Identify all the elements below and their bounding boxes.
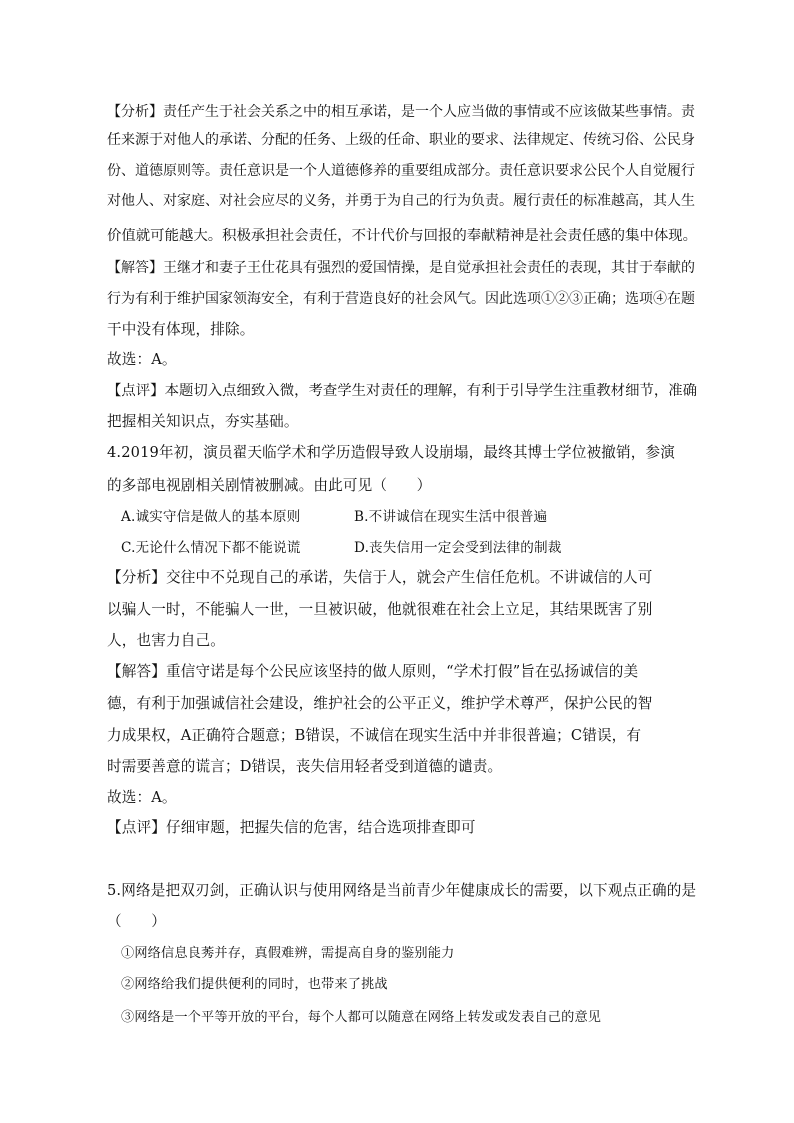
answer-2-line-4: 时需要善意的谎言；D错误，丧失信用轻者受到道德的谴责。 [107, 758, 503, 775]
analysis-2-line-3: 人，也害力自己。 [107, 632, 225, 649]
question-5-stem-line-1: 5.网络是把双刃剑，正确认识与使用网络是当前青少年健康成长的需要，以下观点正确的是 [107, 882, 697, 899]
question-5-item-2: ②网络给我们提供便利的同时，也带来了挑战 [121, 977, 388, 992]
answer-1-line-3: 干中没有体现，排除。 [107, 321, 255, 338]
analysis-1-line-3: 份、道德原则等。责任意识是一个人道德修养的重要组成部分。责任意识要求公民个人自觉履行 [107, 163, 695, 179]
question-5-stem-line-2: （ ） [107, 913, 166, 930]
question-5-item-1: ①网络信息良莠并存，真假难辨，需提高自身的鉴别能力 [121, 946, 455, 961]
analysis-1-line-2: 任来源于对他人的承诺、分配的任务、上级的任命、职业的要求、法律规定、传统习俗、公民身 [107, 132, 695, 148]
answer-1-line-1: 【解答】王继才和妻子王仕花具有强烈的爱国情操，是自觉承担社会责任的表现，其甘于奉献的 [107, 260, 695, 276]
choice-1: 故选：A。 [107, 351, 177, 368]
choice-2: 故选：A。 [107, 789, 177, 806]
question-4-stem-line-1: 4.2019年初，演员翟天临学术和学历造假导致人设崩塌，最终其博士学位被撤销，参演 [107, 444, 675, 461]
comment-1-line-2: 把握相关知识点，夯实基础。 [107, 413, 299, 430]
question-5-item-3: ③网络是一个平等开放的平台，每个人都可以随意在网络上转发或发表自己的意见 [121, 1010, 602, 1025]
question-4-option-d: D.丧失信用一定会受到法律的制裁 [354, 540, 562, 556]
answer-2-line-2: 德，有利于加强诚信社会建设，维护社会的公平正义，维护学术尊严，保护公民的智 [107, 695, 653, 712]
answer-2-line-1: 【解答】重信守诺是每个公民应该坚持的做人原则，“学术打假”旨在弘扬诚信的美 [107, 663, 639, 680]
analysis-2-line-2: 以骗人一时，不能骗人一世，一旦被识破，他就很难在社会上立足，其结果既害了别 [107, 601, 653, 618]
analysis-1-line-1: 【分析】责任产生于社会关系之中的相互承诺，是一个人应当做的事情或不应该做某些事情。责 [107, 104, 695, 120]
question-4-option-a: A.诚实守信是做人的基本原则 [121, 509, 301, 525]
comment-1-line-1: 【点评】本题切入点细致入微，考查学生对责任的理解，有利于引导学生注重教材细节，准确 [107, 383, 698, 399]
question-4-option-b: B.不讲诚信在现实生活中很普遍 [354, 509, 548, 525]
answer-2-line-3: 力成果权，A正确符合题意；B错误，不诚信在现实生活中并非很普遍；C错误，有 [107, 727, 642, 744]
answer-1-line-2: 行为有利于维护国家领海安全，有利于营造良好的社会风气。因此选项①②③正确；选项④在题 [107, 291, 695, 307]
analysis-1-line-4: 对他人、对家庭、对社会应尽的义务，并勇于为自己的行为负责。履行责任的标准越高，其人生 [107, 193, 695, 209]
analysis-2-line-1: 【分析】交往中不兑现自己的承诺，失信于人，就会产生信任危机。不讲诚信的人可 [107, 569, 653, 586]
question-4-stem-line-2: 的多部电视剧相关剧情被删减。由此可见（ ） [107, 477, 432, 494]
comment-2: 【点评】仔细审题，把握失信的危害，结合选项排查即可 [107, 819, 476, 836]
analysis-1-line-5: 价值就可能越大。积极承担社会责任，不计代价与回报的奉献精神是社会责任感的集中体现。 [107, 228, 698, 244]
question-4-option-c: C.无论什么情况下都不能说谎 [121, 540, 301, 556]
